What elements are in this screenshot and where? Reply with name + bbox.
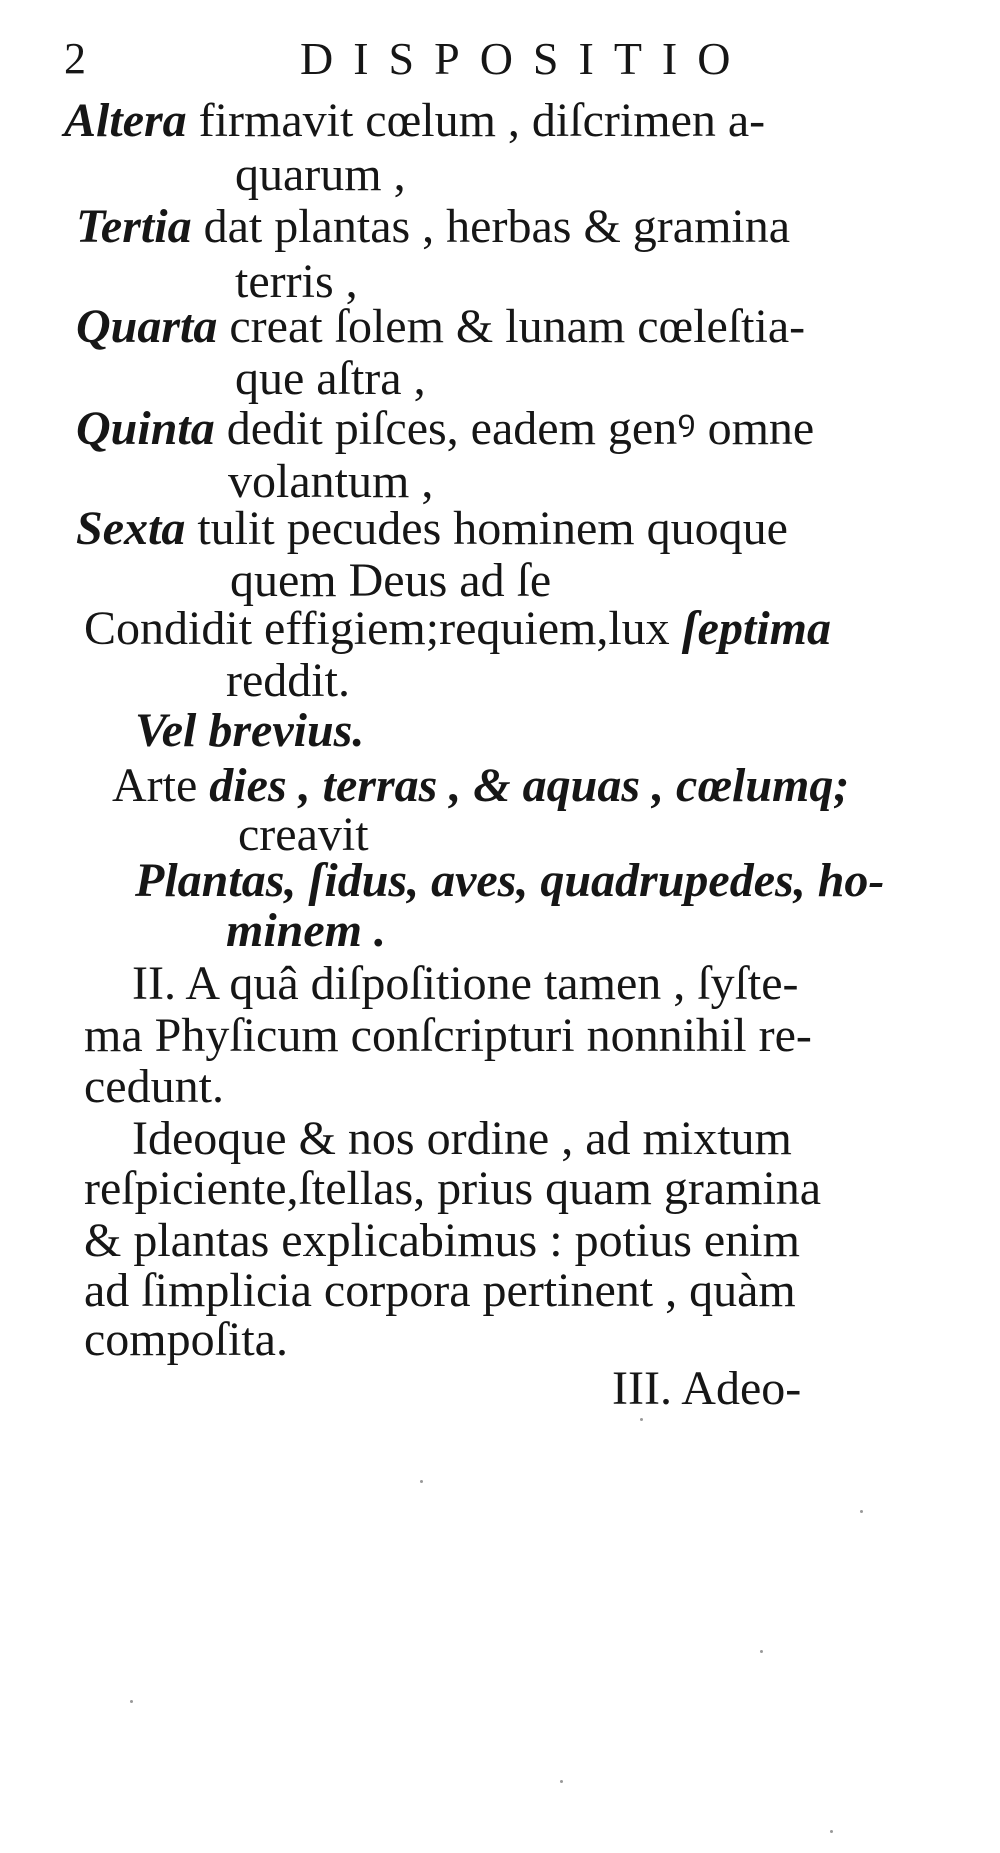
text-line: Plantas, ſidus, aves, quadrupedes, ho-: [135, 854, 885, 907]
paragraph-line: Ideoque & nos ordine , ad mixtum: [132, 1112, 792, 1165]
section-label: Vel brevius.: [135, 704, 365, 757]
paper-speck: [860, 1510, 863, 1513]
paper-speck: [830, 1830, 833, 1833]
paragraph-line: II. A quâ diſpoſitione tamen , ſyſte-: [132, 957, 799, 1010]
paragraph-line: reſpiciente,ſtellas, prius quam gramina: [84, 1162, 822, 1215]
text-line: Condidit effigiem;requiem,lux ſeptima: [84, 602, 831, 655]
text-line: que aſtra ,: [235, 352, 426, 405]
text-line: Quarta creat ſolem & lunam cœleſtia-: [76, 300, 806, 353]
day-word: Altera: [64, 94, 187, 147]
text-line: quem Deus ad ſe: [230, 554, 552, 607]
paper-speck: [130, 1700, 133, 1703]
page-number: 2: [64, 34, 86, 83]
paper-speck: [760, 1650, 763, 1653]
text-line: Sexta tulit pecudes hominem quoque: [76, 502, 788, 555]
day-word: ſeptima: [681, 602, 831, 655]
text-line: creavit: [238, 808, 369, 861]
day-word: Sexta: [76, 502, 186, 555]
text-line: minem .: [226, 904, 387, 957]
text-line: quarum ,: [235, 148, 406, 201]
paragraph-line: compoſita.: [84, 1313, 288, 1366]
day-word: Quarta: [76, 300, 218, 353]
paragraph-line: & plantas explicabimus : potius enim: [84, 1214, 800, 1267]
text-line: terris ,: [235, 255, 358, 308]
text-line: Arte dies , terras , & aquas , cœlumq;: [112, 759, 850, 812]
text-line: Tertia dat plantas , herbas & gramina: [76, 200, 791, 253]
day-word: Quinta: [76, 402, 215, 455]
paper-speck: [560, 1780, 563, 1783]
paragraph-line: ad ſimplicia corpora pertinent , quàm: [84, 1264, 796, 1317]
text-line: volantum ,: [228, 455, 434, 508]
text-line: Altera firmavit cœlum , diſcrimen a-: [64, 94, 766, 147]
paragraph-line: ma Phyſicum conſcripturi nonnihil re-: [84, 1009, 812, 1062]
text-line: reddit.: [226, 654, 350, 707]
catchword: III. Adeo-: [612, 1362, 802, 1415]
paper-speck: [640, 1418, 643, 1421]
running-title: DISPOSITIO: [300, 33, 751, 84]
text-line: Quinta dedit piſces, eadem genꝰ omne: [76, 402, 815, 455]
paper-speck: [420, 1480, 423, 1483]
paragraph-line: cedunt.: [84, 1060, 224, 1113]
day-word: Tertia: [76, 200, 192, 253]
